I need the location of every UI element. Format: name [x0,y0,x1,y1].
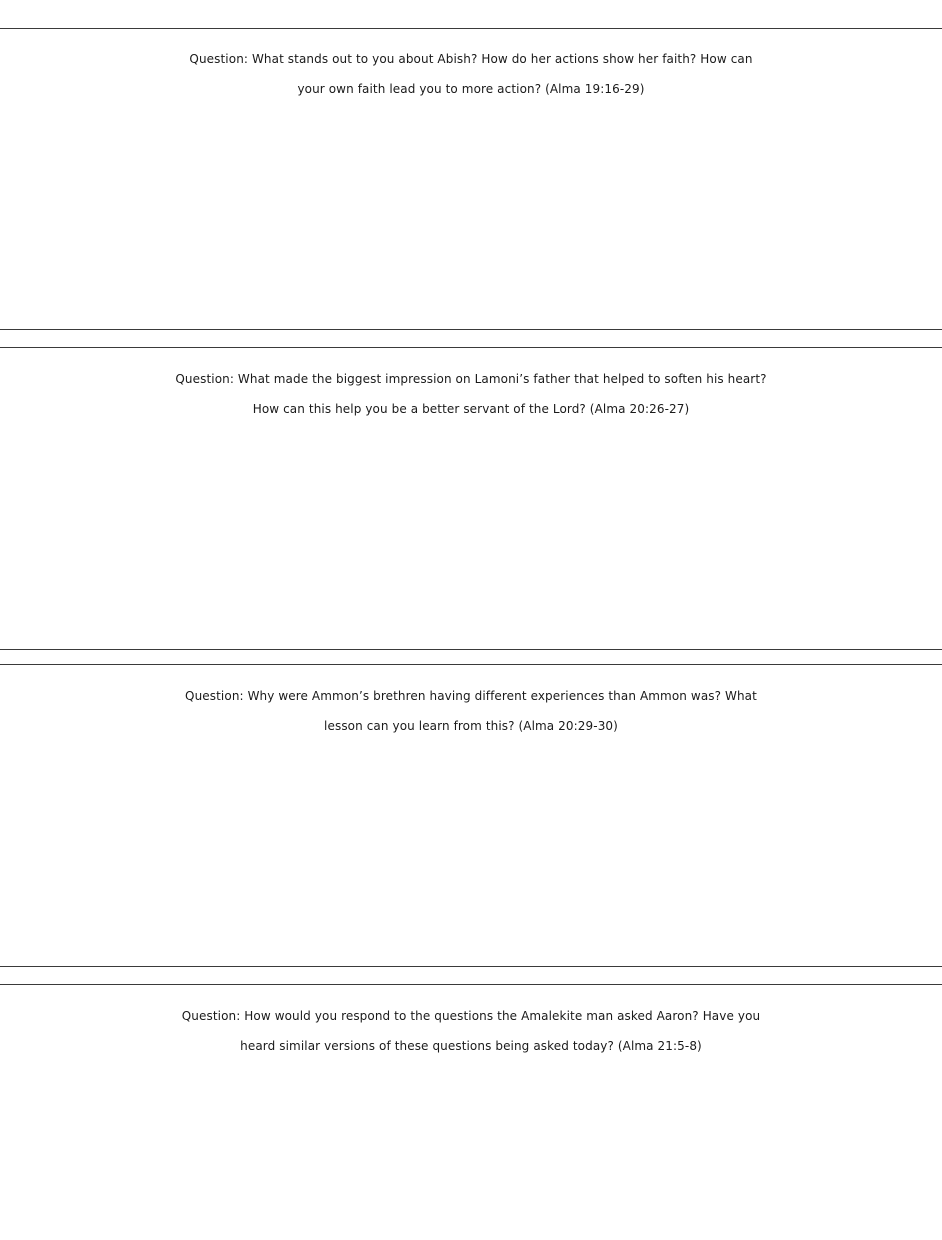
question-4-line-1: Question: How would you respond to the questions the Amalekite man asked Aaron? Have you [181,1009,761,1023]
question-2-line-2: How can this help you be a better servant of the Lord? (Alma 20:26-27) [252,402,690,416]
question-4-line-2: heard similar versions of these questions being asked today? (Alma 21:5-8) [240,1039,702,1053]
answer-area-2[interactable] [0,428,942,644]
section-2-top-rule [0,347,942,348]
question-3-line-1: Question: Why were Ammon’s brethren having different experiences than Ammon was? What [185,689,757,703]
question-2-line-1: Question: What made the biggest impression on Lamoni’s father that helped to soften his heart? [175,372,767,386]
section-3-top-rule [0,664,942,665]
answer-area-4[interactable] [0,1065,942,1235]
question-4 [0,1001,942,1061]
answer-area-3[interactable] [0,745,942,961]
section-3-bottom-rule [0,966,942,967]
question-3 [0,681,942,741]
section-2-bottom-rule [0,649,942,650]
section-4-top-rule [0,984,942,985]
question-1-line-1: Question: What stands out to you about Abish? How do her actions show her faith? How can [189,52,753,66]
question-2 [0,364,942,424]
answer-area-1[interactable] [0,108,942,324]
question-1 [0,44,942,104]
question-1-line-2: your own faith lead you to more action? (Alma 19:16-29) [297,82,645,96]
section-1-top-rule [0,28,942,29]
section-1-bottom-rule [0,329,942,330]
question-3-line-2: lesson can you learn from this? (Alma 20:29-30) [324,719,618,733]
